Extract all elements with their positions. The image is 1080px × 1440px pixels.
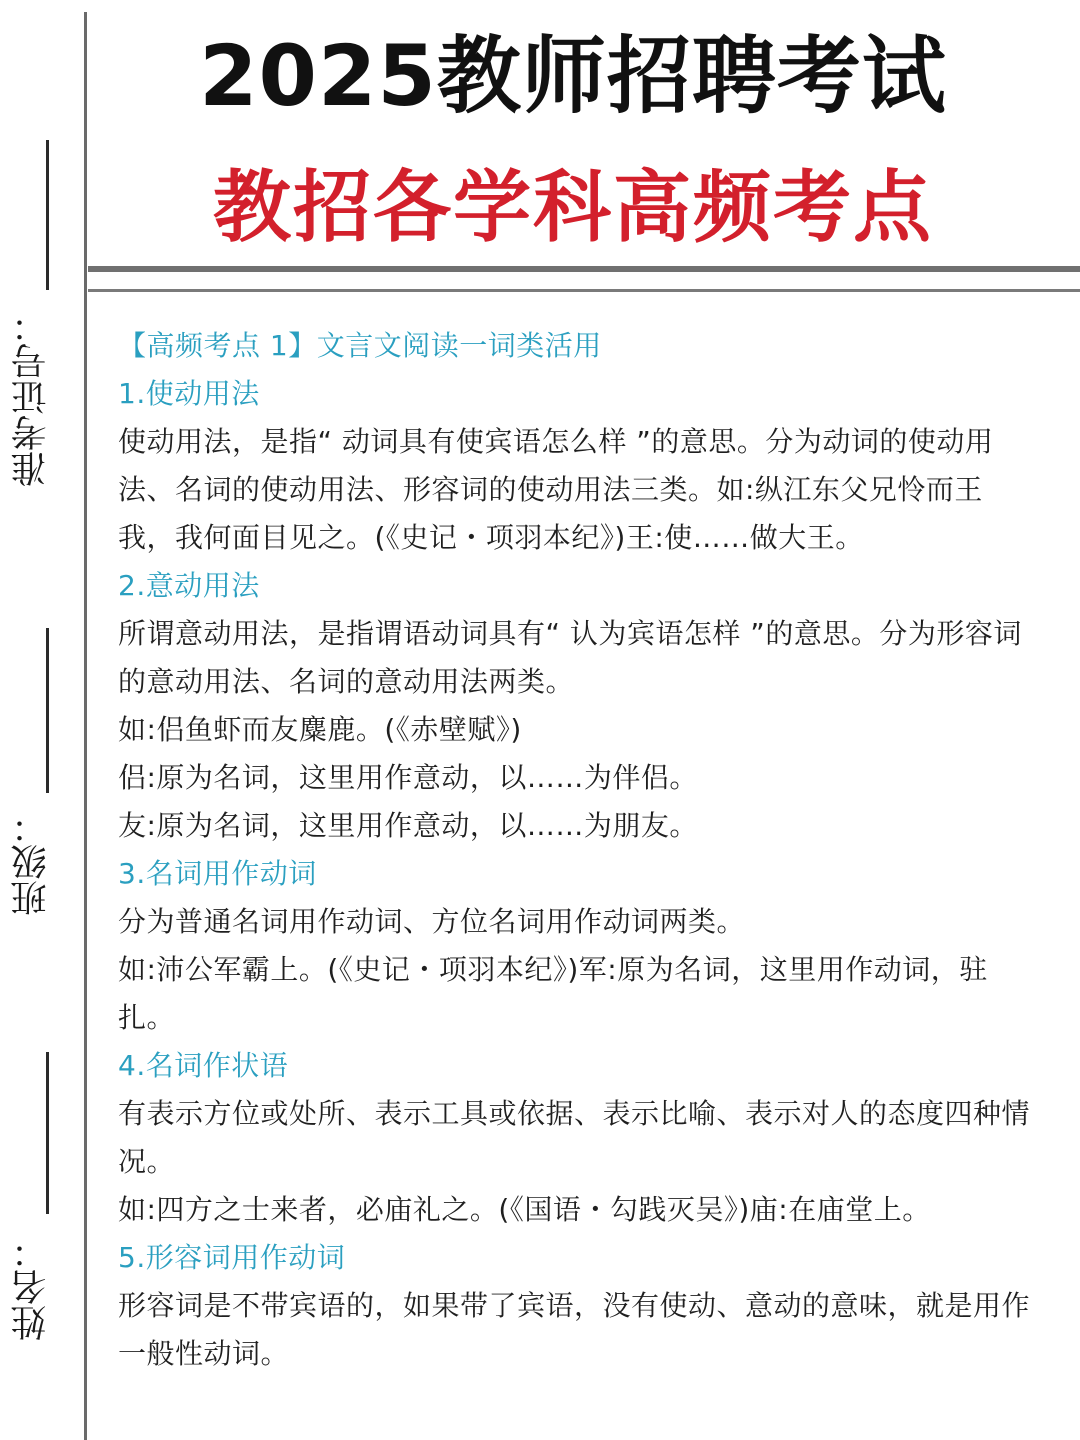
header <box>88 0 1080 260</box>
item-line: 我，我何面目见之。(《史记・项羽本纪》)王:使……做大王。 <box>118 521 864 554</box>
item-title: 3.名词用作动词 <box>118 857 317 890</box>
class-label: 班级： <box>11 808 52 917</box>
item-line: 分为普通名词用作动词、方位名词用作动词两类。 <box>118 905 746 938</box>
item-line: 扎。 <box>118 1001 176 1034</box>
item-line: 如:四方之士来者，必庙礼之。(《国语・勾践灭吴》)庙:在庙堂上。 <box>118 1193 931 1226</box>
item-title: 4.名词作状语 <box>118 1049 289 1082</box>
item-line: 所谓意动用法，是指谓语动词具有“ 认为宾语怎样 ”的意思。分为形容词 <box>118 617 1022 650</box>
name-label: 姓名： <box>11 1233 52 1342</box>
item-line: 法、名词的使动用法、形容词的使动用法三类。如:纵江东父兄怜而王 <box>118 473 983 506</box>
item-line: 形容词是不带宾语的，如果带了宾语，没有使动、意动的意味，就是用作 <box>118 1289 1031 1322</box>
item-line: 如:沛公军霸上。(《史记・项羽本纪》)军:原为名词，这里用作动词，驻 <box>118 953 988 986</box>
page-subtitle: 教招各学科高频考点 <box>212 163 933 253</box>
item-line: 友:原为名词，这里用作意动，以……为朋友。 <box>118 809 698 842</box>
margin-strip <box>0 0 86 1440</box>
margin-rule <box>84 12 87 1440</box>
item-line: 侣:原为名词，这里用作意动，以……为伴侣。 <box>118 761 698 794</box>
item-line: 况。 <box>118 1145 176 1178</box>
exam-id-blank <box>46 140 49 290</box>
item-title: 1.使动用法 <box>118 377 260 410</box>
item-line: 一般性动词。 <box>118 1337 290 1370</box>
header-divider-thin <box>88 289 1080 292</box>
item-title: 2.意动用法 <box>118 569 260 602</box>
item-line: 的意动用法、名词的意动用法两类。 <box>118 665 575 698</box>
exam-id-label: 准考证号： <box>11 307 52 488</box>
item-line: 如:侣鱼虾而友麋鹿。(《赤壁赋》) <box>118 713 522 746</box>
item-title: 5.形容词用作动词 <box>118 1241 346 1274</box>
page-title: 2025教师招聘考试 <box>199 27 947 125</box>
class-blank <box>46 628 49 793</box>
item-line: 使动用法，是指“ 动词具有使宾语怎么样 ”的意思。分为动词的使动用 <box>118 425 994 458</box>
header-divider-thick <box>88 266 1080 272</box>
name-blank <box>46 1052 49 1214</box>
section-heading: 【高频考点 1】文言文阅读一词类活用 <box>118 329 602 362</box>
item-line: 有表示方位或处所、表示工具或依据、表示比喻、表示对人的态度四种情 <box>118 1097 1031 1130</box>
content <box>118 322 1064 1378</box>
